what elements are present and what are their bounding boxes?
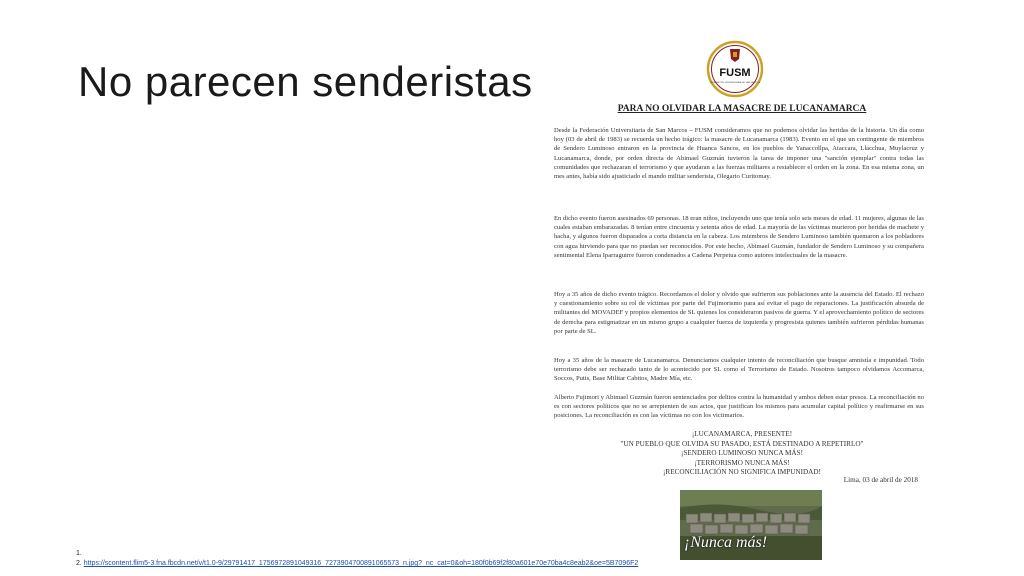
slogan-line: "UN PUEBLO QUE OLVIDA SU PASADO, ESTÁ DESTINADO A REPETIRLO" [620, 439, 864, 448]
document-image [552, 38, 932, 560]
footnote-number: 1. [76, 550, 82, 557]
slogan-line: ¡TERRORISMO NUNCA MÁS! [694, 458, 790, 467]
photo-caption: ¡Nunca más! [684, 534, 768, 551]
place-date: Lima, 03 de abril de 2018 [843, 476, 918, 484]
paragraph-4: Hoy a 35 años de la masacre de Lucanamarca. Denunciamos cualquier intento de reconciliación que busque amnistía e impunidad. Todo terrorismo debe ser rechazado tanto de lo acontecido por SL como el Terrorismo de Estado. Nosotros tampoco olvidamos Accomarca, Soccos, Putis, Base Militar Cabitos, Madre Mía, etc. [554, 357, 924, 383]
document-title: PARA NO OLVIDAR LA MASACRE DE LUCANAMARCA [617, 104, 867, 114]
logo-text: FUSM [719, 67, 751, 79]
slide-title: No parecen senderistas [78, 58, 533, 105]
footnote-1 [76, 549, 638, 559]
footnote-2 [76, 559, 638, 569]
slogans [552, 430, 932, 478]
slogan-line: ¡SENDERO LUMINOSO NUNCA MÁS! [681, 449, 803, 458]
memorial-photo [680, 490, 822, 560]
footnote-number: 2. [76, 560, 82, 567]
logo-subtext: FEDERACIÓN UNIVERSITARIA DE SAN MARCOS [709, 82, 761, 84]
slogan-line: ¡LUCANAMARCA, PRESENTE! [691, 430, 793, 438]
footnote-link[interactable]: https://scontent.flim5-3.fna.fbcdn.net/v/t1.0-9/29791417_1756972891049316_7273904700891065573_n.jpg?_nc_cat=0&oh=180f0b69f2f80a601e70e70ba4c8eab2&oe=5B7096F2 [83, 560, 639, 567]
paragraph-5: Alberto Fujimori y Abimael Guzmán fueron sentenciados por delitos contra la humanidad y ambos deben estar presos. La reconciliación no es con sectores políticos que no se arrepienten de sus actos, que justifican los mismos para acumular capital político y reafirmarse en sus posiciones. La reconciliación es con las víctimas no con los victimarios. [554, 394, 924, 420]
footnotes [76, 549, 638, 569]
paragraph-2: En dicho evento fueron asesinados 69 personas. 18 eran niños, incluyendo uno que tenía solo seis meses de edad. 11 mujeres, algunas de las cuales estaban embarazadas. 8 tenían entre cincuenta y setenta años de edad. La mayoría de las víctimas murieron por heridas de machete y hacha, y algunos fueron disparados a corta distancia en la cabeza. Los miembros de Sendero Luminoso también quemaron a los pobladores con agua hirviendo para que no puedan ser reconocidos. Por este hecho, Abimael Guzmán, fundador de Sendero Luminoso y su compañera sentimental Elena Iparraguirre fueron condenados a Cadena Perpetua como autores intelectuales de la masacre. [554, 215, 924, 259]
slogan-line: ¡RECONCILIACIÓN NO SIGNIFICA IMPUNIDAD! [663, 468, 821, 477]
fusm-logo [706, 40, 764, 98]
paragraph-3: Hoy a 35 años de dicho evento trágico. Recordamos el dolor y olvido que sufrieron sus poblaciones ante la ausencia del Estado. El rechazo y cuestionamiento sobre su rol de víctimas por parte del Fujimorismo para así evitar el pago de reparaciones. La justificación absurda de militantes del MOVADEF y propios elementos de SL quienes los consideraron pasivos de guerra. Y el aprovechamiento político de sectores de derecha para estigmatizar en un mismo grupo a cualquier fuerza de izquierda y progresista quienes también sufrieron pérdidas humanas por parte de SL. [554, 291, 924, 335]
paragraph-1: Desde la Federación Universitaria de San Marcos – FUSM consideramos que no podemos olvidar las heridas de la historia. Un día como hoy (03 de abril de 1983) se recuerda un hecho trágico: la masacre de Lucanamarca (1983). Evento en el que un contingente de miembros de Sendero Luminoso entraron en la provincia de Huanca Sancos, en los pueblos de Yanaccollpa, Ataccara, Llacchua, Muylacruz y Lucanamarca, donde, por orden directa de Abimael Guzmán tuvieron la tarea de imponer una "sanción ejemplar" contra todas las comunidades que rechazaran el terrorismo y que ayudaran a las fuerzas militares a restablecer el orden en la zona. En esa misma zona, un mes antes, había sido ajusticiado el mando militar senderista, Olegario Curitomay. [554, 127, 924, 181]
